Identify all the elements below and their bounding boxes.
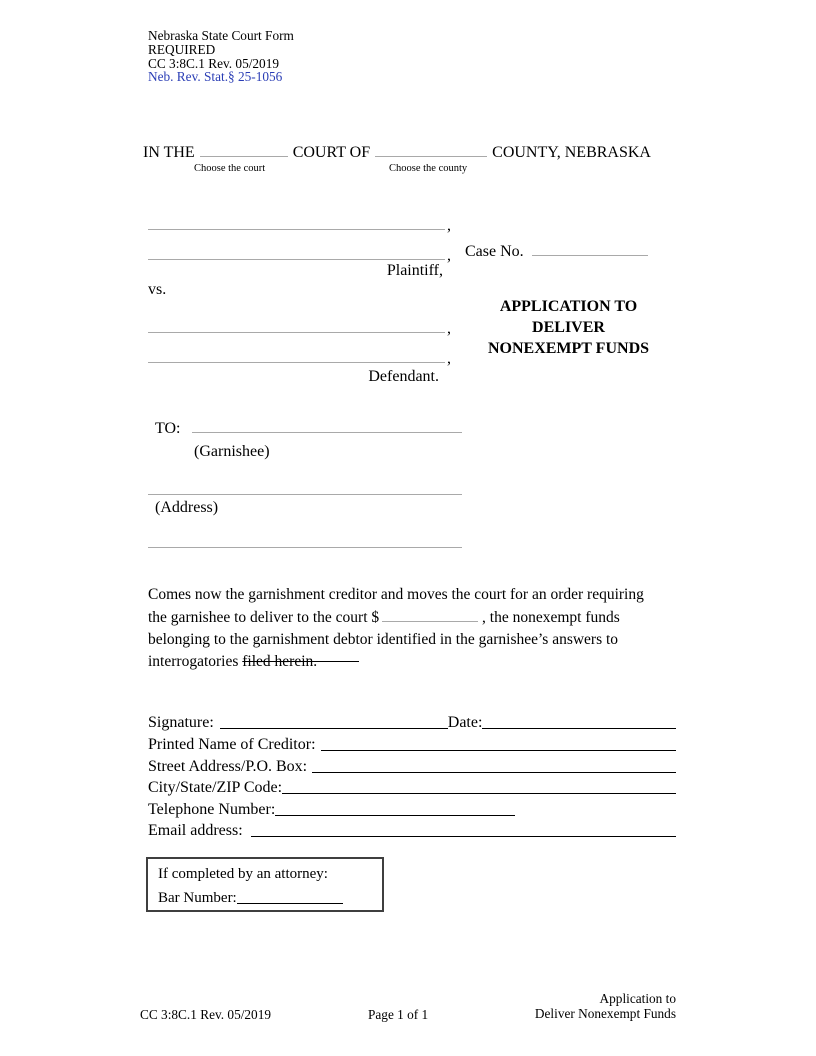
statute-link[interactable]: Neb. Rev. Stat.§ 25-1056 [148, 69, 283, 85]
plaintiff-name-field-1[interactable] [148, 212, 445, 230]
case-no-label: Case No. [465, 243, 524, 260]
court-type-field[interactable] [200, 139, 288, 157]
caption-county-nebraska: COUNTY, NEBRASKA [492, 144, 651, 161]
bar-number-row [158, 885, 382, 907]
document-title-line1: APPLICATION TO [499, 298, 638, 315]
attorney-box [146, 857, 384, 912]
amount-field[interactable] [382, 606, 478, 622]
form-number-line: CC 3:8C.1 Rev. 05/2019 [148, 55, 280, 71]
printed-name-field[interactable] [321, 734, 676, 751]
to-label: TO: [155, 420, 181, 437]
attorney-box-heading: If completed by an attorney: [158, 866, 328, 882]
email-field[interactable] [251, 820, 676, 837]
body-paragraph [148, 584, 664, 673]
comma: , [447, 320, 451, 337]
garnishee-name-field[interactable] [192, 415, 462, 433]
case-number-row [465, 238, 648, 261]
document-title [461, 296, 676, 359]
bar-number-label: Bar Number: [158, 890, 237, 906]
form-required-line: REQUIRED [148, 41, 216, 57]
document-title-line3: NONEXEMPT FUNDS [487, 340, 650, 357]
choose-county-hint: Choose the county [389, 163, 468, 174]
vs-label: vs. [148, 281, 167, 298]
city-state-zip-row [148, 775, 676, 797]
defendant-name-field-1[interactable] [148, 315, 445, 333]
court-caption [143, 139, 651, 162]
street-address-label: Street Address/P.O. Box: [148, 758, 308, 775]
comma: , [447, 350, 451, 367]
caption-court-of: COURT OF [292, 144, 371, 161]
form-source-line: Nebraska State Court Form [148, 28, 294, 43]
city-state-zip-field[interactable] [282, 777, 676, 794]
signature-row [148, 710, 676, 732]
plaintiff-name-field-2[interactable] [148, 242, 445, 260]
comma: , [447, 217, 451, 234]
strike-tail-line [317, 661, 359, 662]
caption-in-the: IN THE [143, 144, 195, 161]
comma: , [447, 247, 451, 264]
date-field[interactable] [482, 712, 676, 729]
footer-doc-name-line1: Application to [599, 991, 676, 1006]
footer-form-number: CC 3:8C.1 Rev. 05/2019 [140, 1007, 272, 1022]
plaintiff-name-row-1 [148, 212, 451, 235]
date-label: Date: [447, 714, 483, 731]
garnishee-caption: (Garnishee) [194, 443, 270, 460]
street-address-row [148, 754, 676, 776]
footer-doc-name [460, 991, 676, 1022]
defendant-label: Defendant. [368, 368, 439, 385]
garnishee-address-field-2[interactable] [148, 526, 462, 548]
body-text-before-amount: Comes now the garnishment creditor and moves the court for an order requiring the garnishee to deliver to the court $ [148, 586, 644, 626]
footer-doc-name-line2: Deliver Nonexempt Funds [534, 1006, 676, 1022]
body-text-after-amount: , the nonexempt funds belonging to the garnishment debtor identified in the garnishee’s answers to interrogatories [148, 609, 620, 670]
telephone-field[interactable] [275, 799, 515, 816]
document-title-line2: DELIVER [532, 319, 605, 336]
struck-text: filed herein. [242, 653, 318, 670]
choose-court-hint: Choose the court [194, 163, 266, 174]
signature-label: Signature: [148, 714, 214, 731]
county-field[interactable] [375, 139, 487, 157]
defendant-name-row-2 [148, 345, 451, 368]
telephone-label: Telephone Number: [148, 801, 276, 818]
signature-field[interactable] [220, 712, 448, 729]
city-state-zip-label: City/State/ZIP Code: [148, 779, 283, 796]
street-address-field[interactable] [312, 756, 676, 773]
printed-name-row [148, 732, 676, 754]
email-row [148, 818, 676, 840]
telephone-row [148, 797, 676, 819]
email-label: Email address: [148, 822, 243, 839]
form-header [148, 29, 294, 84]
address-caption: (Address) [155, 499, 219, 516]
to-row [155, 415, 462, 438]
defendant-name-row-1 [148, 315, 451, 338]
garnishee-address-field-1[interactable] [148, 473, 462, 495]
printed-name-label: Printed Name of Creditor: [148, 736, 316, 753]
defendant-name-field-2[interactable] [148, 345, 445, 363]
footer-page-info: Page 1 of 1 [368, 1007, 429, 1022]
bar-number-field[interactable] [237, 887, 343, 904]
plaintiff-label: Plaintiff, [386, 262, 443, 279]
case-number-field[interactable] [532, 238, 648, 256]
